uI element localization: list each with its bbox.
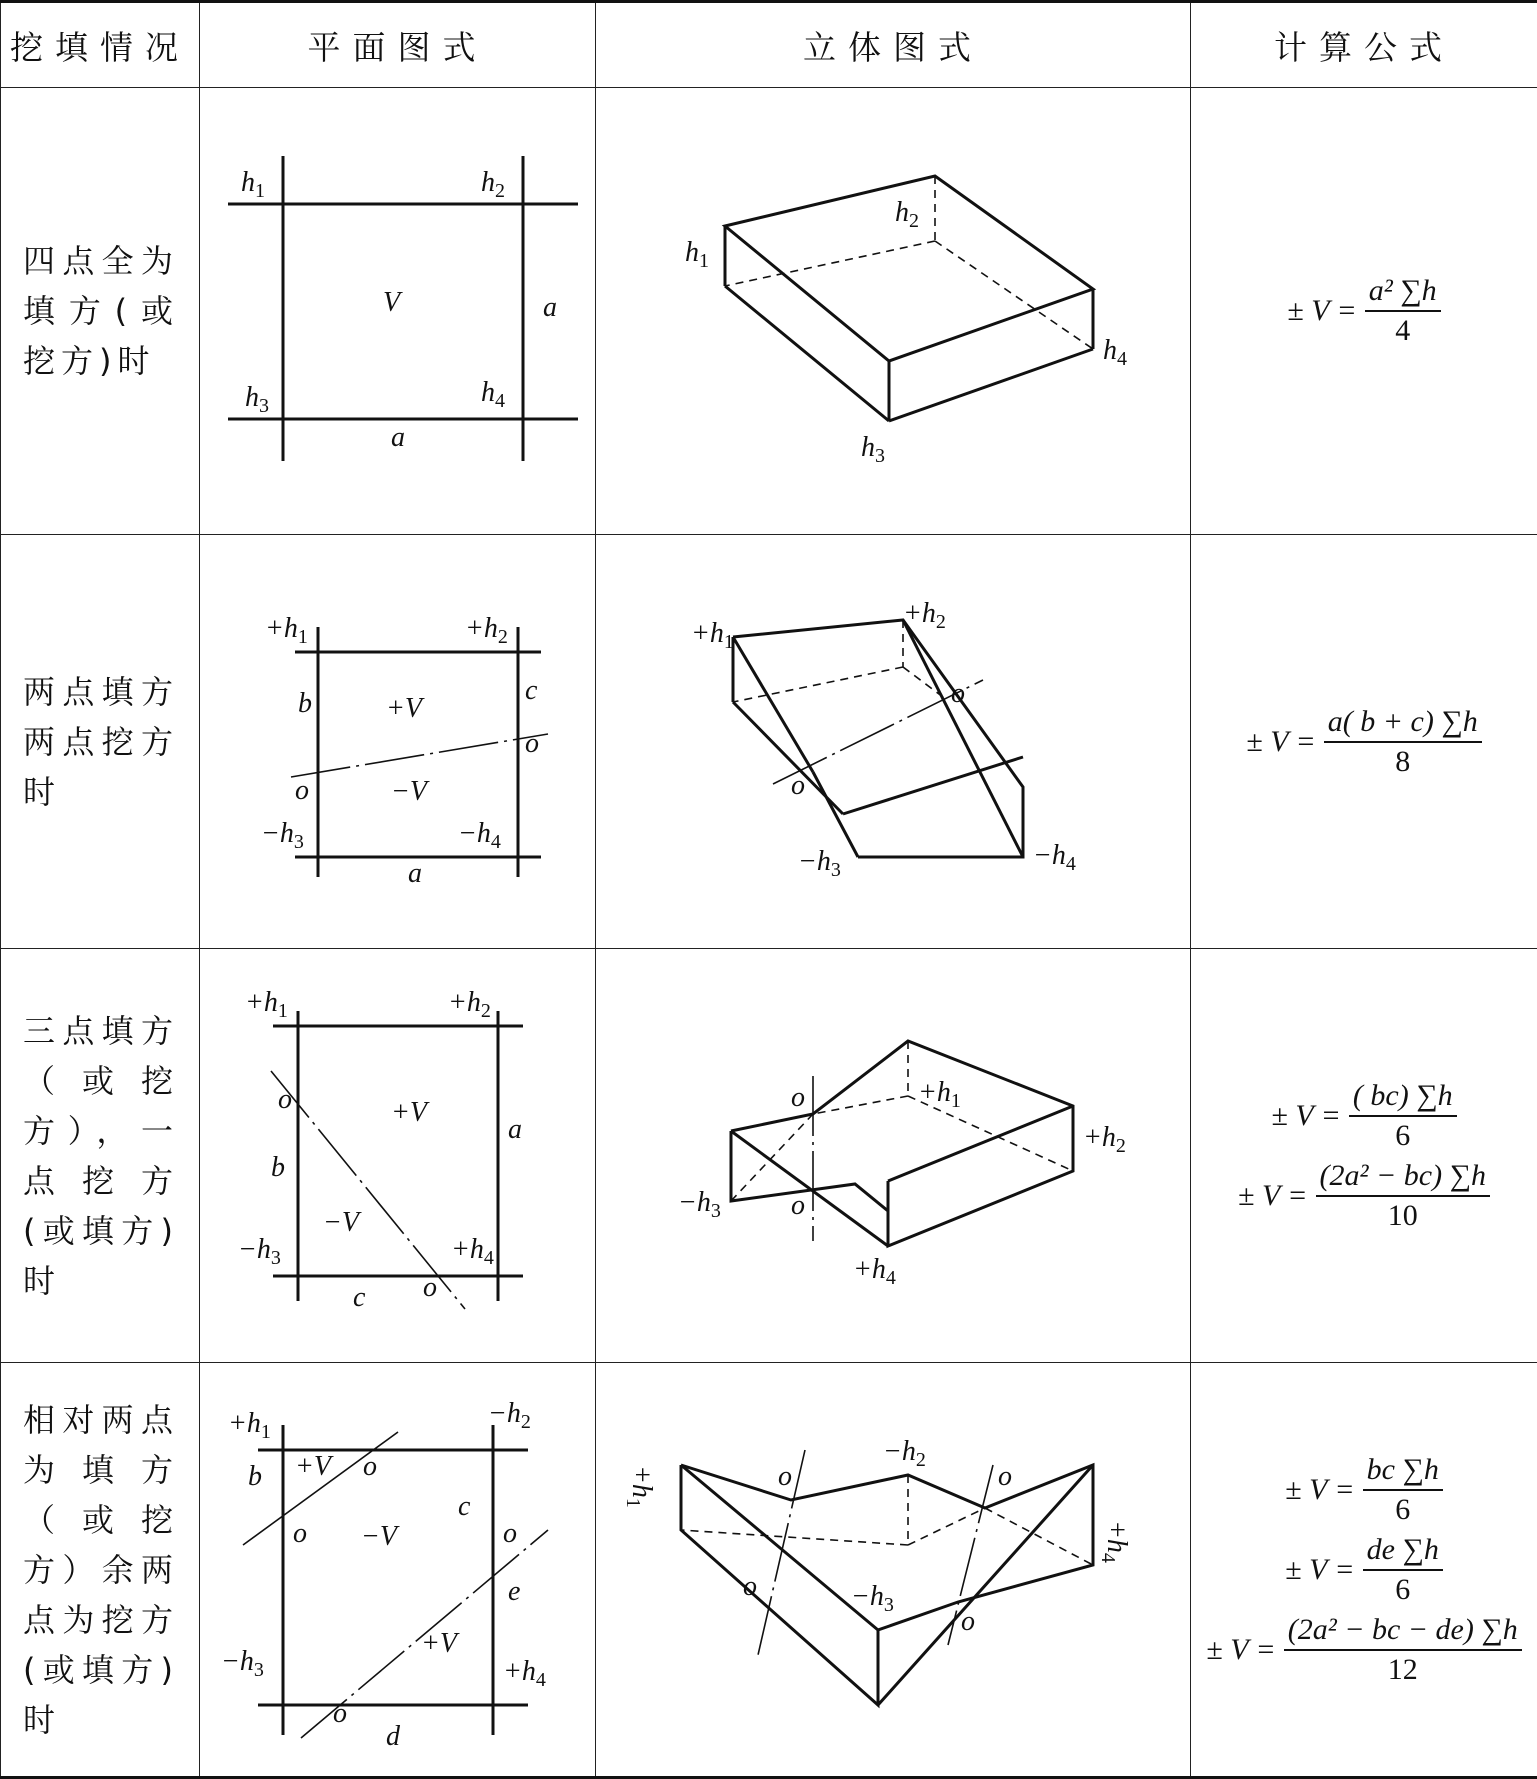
case-description: 四点全为填方(或挖方)时 [1,88,200,535]
svg-text:+h4: $+h_4$ [1097,1520,1132,1563]
plan-diagram [203,1380,593,1760]
header-3d: 立体图式 [596,2,1191,88]
svg-text:b: b [248,1461,262,1492]
svg-text:h3: $h_3$ [245,382,269,417]
svg-text:−h4: $-h_4$ [458,818,501,853]
3d-figure [596,949,1191,1363]
svg-text:+h1: $+h_1$ [228,1408,271,1443]
svg-text:b: b [271,1152,285,1183]
svg-text:o: o [333,1698,347,1729]
table-row [1,535,1537,949]
svg-text:−h3: $-h_3$ [851,1581,894,1616]
plan-figure [200,535,596,949]
table-row [1,1363,1537,1778]
plan-diagram [203,111,593,511]
plan-figure [200,949,596,1363]
svg-text:−V: −V [391,776,430,807]
svg-text:o: o [743,1571,757,1602]
formula-cell [1191,949,1537,1363]
svg-text:a: a [508,1114,522,1145]
header-formula: 计算公式 [1191,2,1537,88]
case-description: 相对两点为填方（或挖方）余两点为挖方(或填方)时 [1,1363,200,1778]
svg-text:+V: +V [421,1628,460,1659]
svg-text:o: o [293,1518,307,1549]
svg-text:+h4: $+h_4$ [451,1234,494,1269]
svg-text:+V: +V [295,1451,334,1482]
plan-diagram [203,552,593,932]
3d-figure [596,1363,1191,1778]
formula: ± V = $\frac{de \sum h}{6}$ [1191,1533,1537,1607]
formula-cell [1191,88,1537,535]
svg-text:+h4: $+h_4$ [853,1254,896,1289]
svg-text:h4: $h_4$ [481,377,505,412]
svg-text:+h1: $+h_1$ [245,987,288,1022]
svg-text:o: o [951,678,965,709]
3d-figure [596,535,1191,949]
svg-text:+V: +V [391,1097,430,1128]
svg-text:o: o [961,1606,975,1637]
svg-text:+h1: $+h_1$ [918,1077,961,1112]
svg-text:c: c [458,1491,471,1522]
svg-text:d: d [386,1721,401,1752]
header-case: 挖填情况 [1,2,200,88]
svg-text:+h2: $+h_2$ [1083,1122,1126,1157]
svg-text:e: e [508,1576,520,1607]
formula: ± V = $\frac{a( b + c) \sum h}{8}$ [1191,705,1537,779]
svg-text:o: o [503,1518,517,1549]
svg-text:o: o [791,1190,805,1221]
svg-text:o: o [791,1082,805,1113]
svg-text:h1: $h_1$ [685,237,709,272]
table-row [1,88,1537,535]
svg-text:+h2: $+h_2$ [465,613,508,648]
svg-text:h2: $h_2$ [895,197,919,232]
svg-text:h1: $h_1$ [241,167,265,202]
svg-text:−h3: $-h_3$ [798,846,841,881]
svg-text:o: o [278,1084,292,1115]
plan-figure [200,1363,596,1778]
svg-text:h3: $h_3$ [861,432,885,467]
formula-cell [1191,535,1537,949]
svg-text:o: o [423,1272,437,1303]
svg-text:−h2: $-h_2$ [488,1398,531,1433]
svg-text:−h3: $-h_3$ [221,1646,264,1681]
svg-text:o: o [998,1461,1012,1492]
formula: ± V = $\frac{bc \sum h}{6}$ [1191,1453,1537,1527]
svg-text:−V: −V [361,1521,400,1552]
header-plan: 平面图式 [200,2,596,88]
side-a-label: a [391,422,405,453]
3d-diagram [613,1380,1173,1760]
svg-text:−h3: $-h_3$ [678,1187,721,1222]
svg-text:+h1: $+h_1$ [265,613,308,648]
svg-text:−h3: $-h_3$ [238,1234,281,1269]
svg-text:o: o [295,775,309,806]
svg-text:o: o [791,770,805,801]
svg-text:−V: −V [323,1207,362,1238]
formula: ± V = $\frac{\text{(2a² − bc − de) ∑h}}{12}$ [1191,1613,1537,1687]
3d-diagram [613,966,1173,1346]
formula: ± V = $\frac{\text{a² ∑h}}{4}$ [1191,274,1537,348]
case-description: 两点填方两点挖方时 [1,535,200,949]
svg-text:o: o [778,1461,792,1492]
3d-diagram [613,552,1173,932]
svg-text:a: a [408,858,422,889]
plan-diagram [203,966,593,1346]
svg-text:+h2: $+h_2$ [448,987,491,1022]
svg-text:c: c [353,1282,366,1313]
3d-figure [596,88,1191,535]
svg-text:−h4: $-h_4$ [1033,840,1076,875]
side-a-label: a [543,292,557,323]
svg-text:h2: $h_2$ [481,167,505,202]
header-row [1,2,1537,88]
svg-text:o: o [363,1451,377,1482]
svg-text:+h2: $+h_2$ [903,598,946,633]
formula: ± V = $\frac{( bc) \sum h}{6}$ [1191,1079,1537,1153]
case-description: 三点填方（或挖方），一点挖方(或填方)时 [1,949,200,1363]
svg-text:−h3: $-h_3$ [261,818,304,853]
svg-text:b: b [298,688,312,719]
svg-text:−h2: $-h_2$ [883,1436,926,1471]
svg-text:o: o [525,728,539,759]
svg-text:c: c [525,675,538,706]
3d-diagram [613,121,1173,501]
svg-text:+h1: $+h_1$ [622,1465,657,1508]
svg-text:+h4: $+h_4$ [503,1656,546,1691]
svg-text:+V: +V [386,693,425,724]
svg-text:h4: $h_4$ [1103,335,1127,370]
svg-text:+h1: $+h_1$ [691,618,734,653]
volume-label: V [383,287,403,318]
formula-cell [1191,1363,1537,1778]
table-row [1,949,1537,1363]
plan-figure [200,88,596,535]
formula: ± V = $\frac{\text{(2a² − bc) ∑h}}{10}$ [1191,1159,1537,1233]
